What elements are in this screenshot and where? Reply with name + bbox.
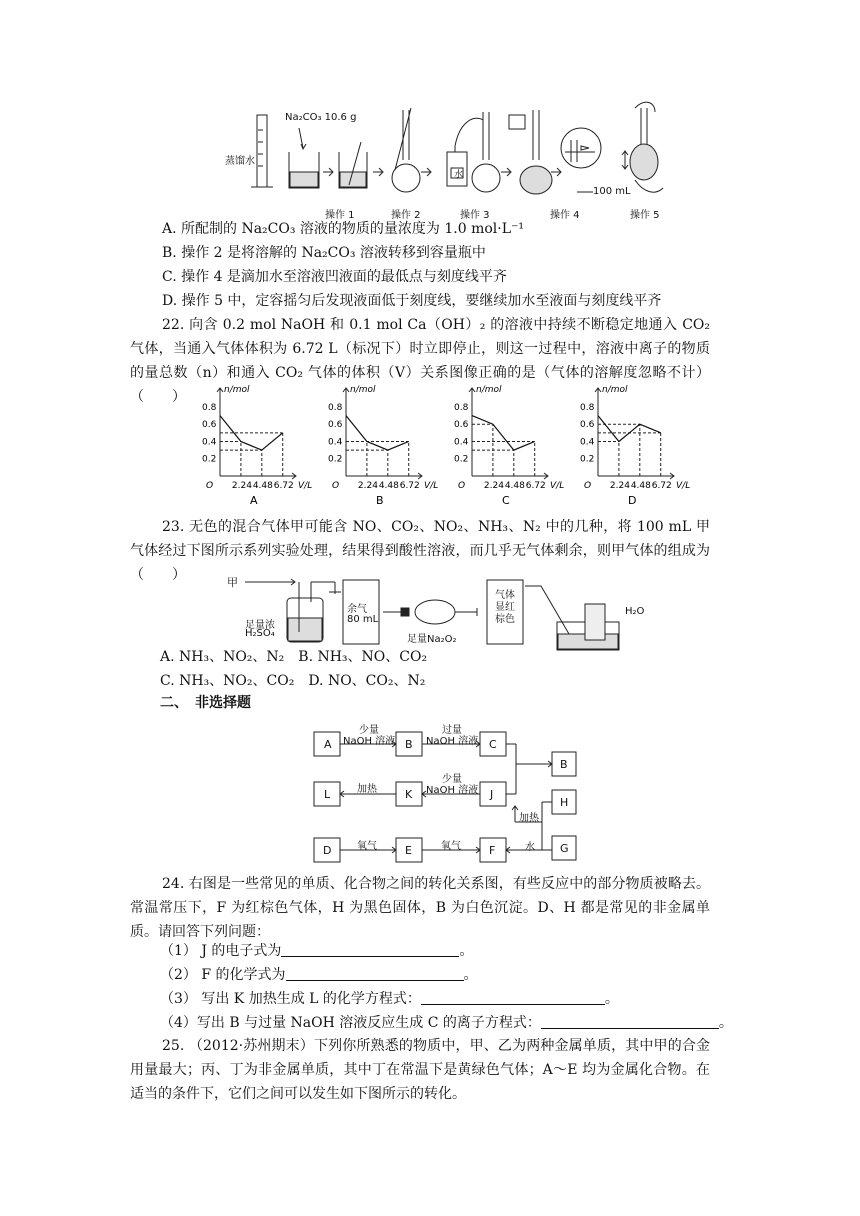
q23-options-ab: A. NH₃、NO₂、N₂ B. NH₃、NO、CO₂: [160, 649, 428, 665]
chart-b-ytick-0.4: 0.4: [328, 437, 343, 448]
label-jia: 甲: [227, 576, 238, 589]
node-b2: B: [560, 758, 568, 771]
label-reagent: Na₂CO₃ 10.6 g: [285, 112, 357, 123]
chart-a-title: A: [250, 494, 258, 507]
chart-b-title: B: [376, 494, 384, 507]
node-d: D: [323, 844, 332, 857]
label-h2o: H₂O: [625, 606, 645, 617]
chart-b-ytick-0.6: 0.6: [328, 420, 343, 431]
q24-sub2-text: （2） F 的化学式为: [160, 967, 286, 983]
q24-sub3: [160, 990, 619, 1008]
chart-a-ylabel: n/mol: [224, 385, 250, 395]
edge-ef: 氧气: [441, 841, 461, 852]
chart-a-ytick-0.6: 0.6: [202, 420, 217, 431]
chart-c-origin: O: [458, 481, 466, 491]
chart-d-ylabel: n/mol: [602, 385, 628, 395]
node-h: H: [560, 796, 569, 809]
q22-stem: 22. 向含 0.2 mol NaOH 和 0.1 mol Ca（OH）₂ 的溶液中持续不断稳定地通入 CO₂ 气体，当通入气体体积为 6.72 L（标况下）时立即停止，则这一过程中，溶液中离子的物质的量总数（n）和通入 CO₂ 气体的体积（V）关系图像正确的是（气体的溶解度忽略不计）（ ）: [130, 317, 710, 405]
edge-kl: 加热: [357, 784, 377, 795]
node-a: A: [324, 738, 332, 751]
chart-c-xtick-6.72: 6.72: [525, 481, 546, 491]
op2-label: 操作 2: [391, 210, 421, 221]
q21-option-b: B. 操作 2 是将溶解的 Na₂CO₃ 溶液转移到容量瓶中: [162, 245, 486, 261]
edge-bc-2: NaOH 溶液: [426, 736, 479, 747]
chart-a-ytick-0.4: 0.4: [202, 437, 217, 448]
answer-blank-3[interactable]: [421, 990, 605, 1005]
chart-c-ytick-0.6: 0.6: [454, 420, 469, 431]
label-gas1: 气体: [495, 590, 515, 601]
q23-options-cd: C. NH₃、NO₂、CO₂ D. NO、CO₂、N₂: [160, 673, 426, 689]
label-acid: 足量浓: [245, 620, 275, 631]
chart-a-ytick-0.2: 0.2: [202, 454, 217, 465]
q21-option-c: C. 操作 4 是滴加水至溶液凹液面的最低点与刻度线平齐: [162, 269, 507, 285]
chart-c-ytick-0.8: 0.8: [454, 402, 469, 413]
edge-gf: 水: [525, 842, 535, 853]
chart-a-origin: O: [206, 481, 214, 491]
chart-d-ytick-0.2: 0.2: [580, 454, 595, 465]
answer-blank-1[interactable]: [281, 942, 459, 957]
q24-sub1: [160, 942, 473, 960]
chart-b-origin: O: [332, 481, 340, 491]
chart-d-series-line: [598, 416, 661, 442]
q21-option-d: D. 操作 5 中，定容摇匀后发现液面低于刻度线，要继续加水至液面与刻度线平齐: [162, 293, 662, 309]
label-100ml: 100 mL: [593, 186, 631, 197]
node-j: J: [490, 788, 494, 801]
label-gas3: 棕色: [495, 614, 515, 625]
label-h2so4: H₂SO₄: [245, 628, 275, 639]
label-water-bottle: 水: [454, 170, 464, 180]
q21-option-a: A. 所配制的 Na₂CO₃ 溶液的物质的量浓度为 1.0 mol·L⁻¹: [162, 221, 525, 237]
chart-d-ytick-0.4: 0.4: [580, 437, 595, 448]
node-k: K: [405, 788, 413, 801]
node-f: F: [489, 844, 496, 857]
chart-c-xtick-4.48: 4.48: [504, 481, 525, 491]
edge-jk-2: NaOH 溶液: [426, 785, 479, 796]
answer-blank-4[interactable]: [541, 1014, 719, 1029]
chart-c-ytick-0.2: 0.2: [454, 454, 469, 465]
edge-bc-1: 过量: [442, 725, 462, 736]
chart-b-xtick-2.24: 2.24: [357, 481, 378, 491]
chart-d-ytick-0.6: 0.6: [580, 420, 595, 431]
q24-sub2-end: 。: [463, 967, 478, 983]
chart-b-series-line: [346, 416, 409, 451]
node-b1: B: [405, 738, 413, 751]
flow-diagram: [310, 722, 590, 868]
label-na2o2: 足量Na₂O₂: [407, 634, 457, 645]
q24-sub4-text: （4）写出 B 与过量 NaOH 溶液反应生成 C 的离子方程式：: [160, 1015, 541, 1031]
figure-solution-preparation: [215, 100, 685, 220]
chart-b-xlabel: V/L: [424, 481, 439, 491]
chart-c-title: C: [502, 494, 510, 507]
figure-gas-apparatus: [225, 572, 645, 654]
q24-sub4-end: 。: [718, 1015, 733, 1031]
chart-d-xtick-2.24: 2.24: [609, 481, 630, 491]
edge-ab-2: NaOH 溶液: [343, 736, 396, 747]
label-distilled-water: 蒸馏水: [225, 156, 255, 167]
q22-charts: [190, 372, 710, 512]
q24-sub3-text: （3） 写出 K 加热生成 L 的化学方程式：: [160, 991, 421, 1007]
q24-stem: 24. 右图是一些常见的单质、化合物之间的转化关系图，有些反应中的部分物质被略去。常温常压下，F 为红棕色气体，H 为黑色固体，B 为白色沉淀。D、H 都是常见的非金属单质。请回答下列问题：: [130, 876, 710, 940]
chart-a-xtick-6.72: 6.72: [273, 481, 294, 491]
op4-label: 操作 4: [550, 210, 580, 221]
edge-de: 氧气: [357, 841, 377, 852]
node-l: L: [324, 788, 331, 801]
chart-b-ytick-0.8: 0.8: [328, 402, 343, 413]
chart-d-title: D: [628, 494, 637, 507]
chart-d-xlabel: V/L: [676, 481, 691, 491]
op5-label: 操作 5: [630, 210, 660, 221]
q24-sub2: [160, 966, 478, 984]
edge-jk-1: 少量: [442, 774, 462, 785]
label-rest-gas: 余气: [347, 604, 367, 615]
chart-b-xtick-4.48: 4.48: [378, 481, 399, 491]
chart-c-series-line: [472, 416, 535, 451]
chart-d-origin: O: [584, 481, 592, 491]
q24-sub4: [160, 1014, 733, 1032]
op3-label: 操作 3: [460, 210, 490, 221]
answer-blank-2[interactable]: [286, 966, 464, 981]
node-g: G: [560, 842, 569, 855]
chart-c-xlabel: V/L: [550, 481, 565, 491]
edge-heat: 加热: [519, 813, 539, 824]
chart-d-xtick-4.48: 4.48: [630, 481, 651, 491]
edge-ab-1: 少量: [359, 725, 379, 736]
chart-b-ytick-0.2: 0.2: [328, 454, 343, 465]
chart-c-xtick-2.24: 2.24: [483, 481, 504, 491]
q25-stem: 25. （2012·苏州期末）下列你所熟悉的物质中，甲、乙为两种金属单质，其中甲的合金用量最大；丙、丁为非金属单质，其中丁在常温下是黄绿色气体；A～E 均为金属化合物。在适当的条件下，它们之间可以发生如下图所示的转化。: [130, 1038, 710, 1102]
label-rest-volume: 80 mL: [347, 614, 379, 625]
q24-sub3-end: 。: [604, 991, 619, 1007]
q24-sub1-text: （1） J 的电子式为: [160, 943, 282, 959]
section-title: 二、 非选择题: [160, 695, 251, 711]
q23-stem: 23. 无色的混合气体甲可能含 NO、CO₂、NO₂、NH₃、N₂ 中的几种，将 100 mL 甲气体经过下图所示系列实验处理，结果得到酸性溶液，而几乎无气体剩余，则甲气体的组成为（ ）: [130, 519, 710, 583]
chart-a-xlabel: V/L: [298, 481, 313, 491]
op1-label: 操作 1: [325, 210, 355, 221]
node-e: E: [405, 844, 412, 857]
node-c: C: [489, 738, 497, 751]
label-gas2: 显红: [495, 602, 515, 613]
q24-sub1-end: 。: [459, 943, 474, 959]
chart-d-ytick-0.8: 0.8: [580, 402, 595, 413]
chart-c-ytick-0.4: 0.4: [454, 437, 469, 448]
chart-d-xtick-6.72: 6.72: [651, 481, 672, 491]
chart-a-xtick-2.24: 2.24: [231, 481, 252, 491]
chart-c-ylabel: n/mol: [476, 385, 502, 395]
chart-a-ytick-0.8: 0.8: [202, 402, 217, 413]
chart-b-ylabel: n/mol: [350, 385, 376, 395]
chart-b-xtick-6.72: 6.72: [399, 481, 420, 491]
chart-a-xtick-4.48: 4.48: [252, 481, 273, 491]
